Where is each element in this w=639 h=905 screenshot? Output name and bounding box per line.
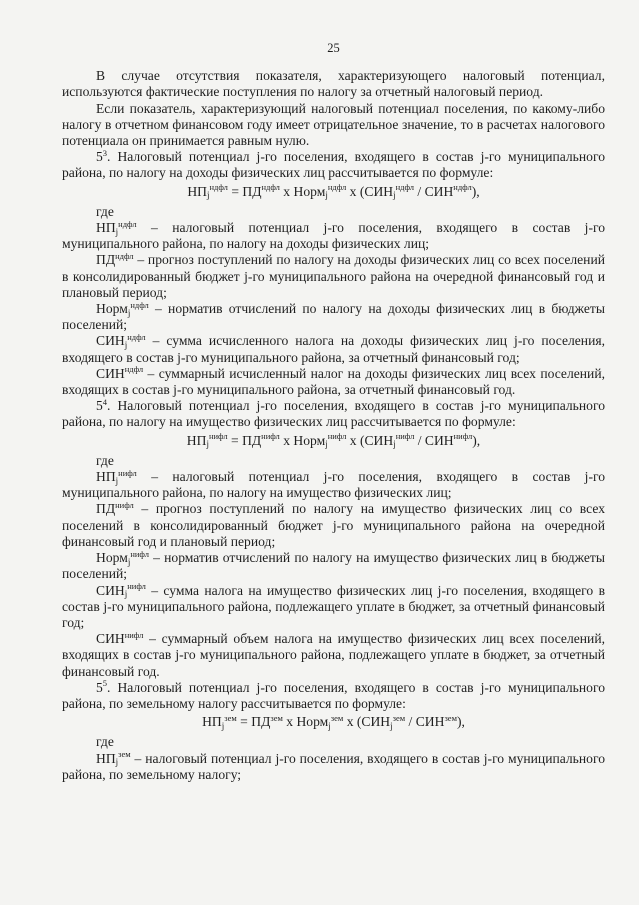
- def-np-ndfl: $НП_j^{ндфл}$ – налоговый потенциал j-го поселения, входящего в состав j-го муниципального района, по налогу на доходы физических лиц;: [62, 218, 605, 252]
- def-np-zem: $НП_j^{зем}$ – налоговый потенциал j-го поселения, входящего в состав j-го муниципального района, по земельному налогу;: [62, 749, 605, 782]
- section-5-3: $5^3$. Налоговый потенциал j-го поселения, входящего в состав j-го муниципального района, по налогу на доходы физических лиц рассчитывается по формуле:: [62, 147, 605, 181]
- def-norm-nifl: Норм$_j^{нифл}$ – норматив отчислений по налогу на имущество физических лиц в бюджеты поселений;: [62, 548, 605, 582]
- formula-ndfl: $НП_j^{ндфл} = ПД^{ндфл}$ x Норм$_j^{ндфл}$ x $(СИН_j^{ндфл} / СИН^{ндфл})$,: [187, 182, 480, 201]
- def-np-nifl: $НП_j^{нифл}$ – налоговый потенциал j-го поселения, входящего в состав j-го муниципального района, по налогу на имущество физических лиц;: [62, 467, 605, 501]
- def-sinj-ndfl: $СИН_j^{ндфл}$ – сумма исчисленного налога на доходы физических лиц j-го поселения, входящего в состав j-го муниципального района, за отчетный финансовый год;: [62, 331, 605, 365]
- paragraph-2: Если показатель, характеризующий налоговый потенциал поселения, по какому-либо налогу в отчетном финансовом году имеет отрицательное значение, то в расчетах налогового потенциала он принимается равным нулю.: [62, 100, 605, 149]
- section-5-4: $5^4$. Налоговый потенциал j-го поселения, входящего в состав j-го муниципального района, по налогу на имущество физических лиц рассчитывается по формуле:: [62, 396, 605, 430]
- def-sin-ndfl: $СИН^{ндфл}$ – суммарный исчисленный налог на доходы физических лиц всех поселений, входящих в состав j-го муниципального района, за отчетный финансовый год.: [62, 364, 605, 398]
- where-label-1: где: [96, 203, 114, 219]
- def-pd-ndfl: $ПД^{ндфл}$ – прогноз поступлений по налогу на доходы физических лиц со всех поселений в консолидированный бюджет j-го муниципального района на очередной финансовый год и плановый период;: [62, 250, 605, 300]
- formula-nifl: $НП_j^{нифл} = ПД^{нифл}$ x Норм$_j^{нифл}$ x $(СИН_j^{нифл} / СИН^{нифл})$,: [186, 431, 481, 450]
- page-number: 25: [327, 41, 340, 55]
- def-sinj-nifl: $СИН_j^{нифл}$ – сумма налога на имущество физических лиц j-го поселения, входящего в состав j-го муниципального района, подлежащего уплате в бюджет, за отчетный финансовый год;: [62, 580, 605, 630]
- def-sin-nifl: $СИН^{нифл}$ – суммарный объем налога на имущество физических лиц всех поселений, входящих в состав j-го муниципального района, подлежащего уплате в бюджет, за отчетный финансовый год.: [62, 629, 605, 679]
- paragraph-1: В случае отсутствия показателя, характеризующего налоговый потенциал, используются фактические поступления по налогу за отчетный налоговый период.: [62, 68, 605, 100]
- def-pd-nifl: $ПД^{нифл}$ – прогноз поступлений по налогу на имущество физических лиц со всех поселений в консолидированный бюджет j-го муниципального района на очередной финансовый год и плановый период;: [62, 499, 605, 549]
- formula-zem: $НП_j^{зем} = ПД^{зем}$ x Норм$_j^{зем}$ x $(СИН_j^{зем} / СИН^{зем})$,: [202, 712, 465, 731]
- where-label-3: где: [96, 734, 114, 750]
- section-5-5: $5^5$. Налоговый потенциал j-го поселения, входящего в состав j-го муниципального района, по земельному налогу рассчитывается по формуле:: [62, 678, 605, 711]
- where-label-2: где: [96, 452, 114, 468]
- def-norm-ndfl: Норм$_j^{ндфл}$ – норматив отчислений по налогу на доходы физических лиц в бюджеты поселений;: [62, 299, 605, 333]
